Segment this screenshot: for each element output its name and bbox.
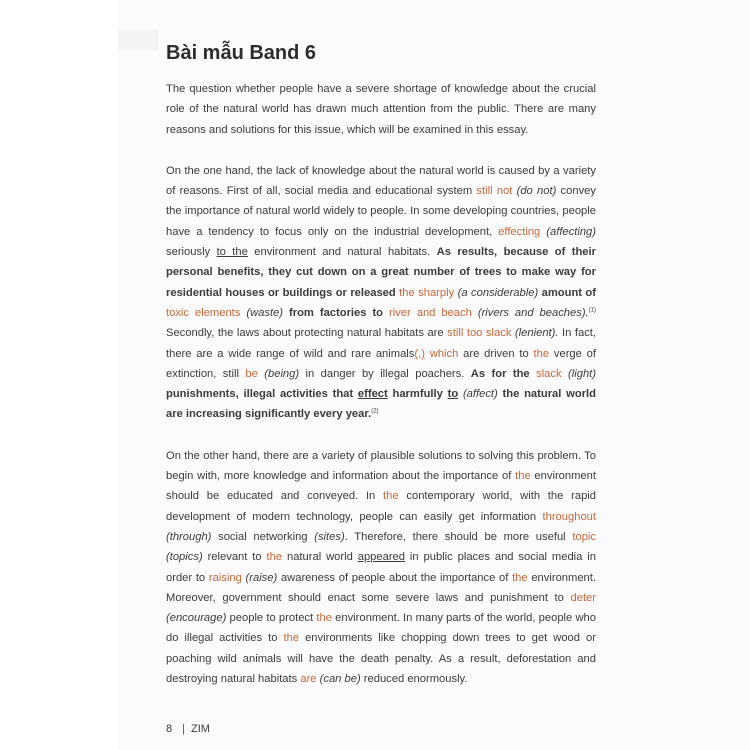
correction-note: (rivers and beaches). <box>477 306 589 319</box>
corrected-text: effecting <box>498 225 541 238</box>
correction-note: (topics) <box>166 551 203 564</box>
correction-note: (do not) <box>516 185 557 198</box>
essay-paragraph-solutions <box>166 446 596 690</box>
text-run: in public places and social media in order to <box>166 551 596 584</box>
corrected-text: are <box>300 673 317 686</box>
text-run: convey the importance of natural world widely to people. In some developing countries, people have a tendency to focus only on the industrial development, <box>166 185 596 238</box>
footer-separator: | <box>182 723 185 735</box>
corrected-text: river and beach <box>389 306 472 319</box>
text-run: appeared <box>357 551 405 564</box>
text-run: relevant to <box>202 551 267 564</box>
corrected-text: the <box>283 632 300 645</box>
text-run: seriously <box>166 246 217 259</box>
correction-note: (waste) <box>246 306 284 319</box>
corrected-text: (,) <box>414 347 425 360</box>
footnote-ref: (1) <box>588 307 597 314</box>
text-run: Secondly, the laws about protecting natural habitats are <box>166 327 448 340</box>
corrected-text: which <box>429 347 459 360</box>
text-run: are driven to <box>458 347 534 360</box>
brand-name: ZIM <box>190 723 210 735</box>
text-run: The question whether people have a severe shortage of knowledge about the crucial role of the natural world has drawn much attention from the public. There are many reasons and solutions for this issue, which will be examined in this essay. <box>166 83 596 136</box>
correction-note: (a considerable) <box>457 286 539 299</box>
corrected-text: throughout <box>542 510 596 523</box>
correction-note: (lenient). <box>514 327 559 340</box>
corrected-text: the <box>515 470 531 483</box>
text-run: As results, because of their personal benefits, they cut down on a great number of trees to make way for residential houses or buildings or released <box>166 246 596 299</box>
page-title: Bài mẫu Band 6 <box>166 42 317 64</box>
page-footer <box>166 723 210 735</box>
corrected-text: deter <box>570 591 596 604</box>
correction-note: (encourage) <box>166 612 227 625</box>
text-run: people to protect <box>226 612 317 625</box>
corrected-text: the <box>266 551 283 564</box>
text-run: natural world <box>282 551 358 564</box>
text-run: As for the <box>470 367 537 380</box>
correction-note: (affect) <box>462 388 498 401</box>
correction-note: (light) <box>568 367 597 380</box>
text-run: . Therefore, there should be more useful <box>344 530 573 543</box>
footnote-ref: (2) <box>371 408 379 415</box>
corrected-text: be <box>245 367 258 380</box>
text-run: amount of <box>538 286 596 299</box>
text-run: in danger by illegal poachers. <box>299 367 471 380</box>
corrected-text: raising <box>208 571 242 584</box>
corrected-text: the <box>533 347 550 360</box>
corrected-text: still not <box>476 185 513 198</box>
text-run: environment should be educated and conveyed. In <box>166 470 596 503</box>
correction-note: (through) <box>166 530 212 543</box>
essay-paragraph-causes <box>166 161 596 425</box>
text-run: to the <box>216 246 248 259</box>
text-run: verge of extinction, still <box>166 347 596 380</box>
text-run: environments like chopping down trees to get wood or poaching wild animals will have the death penalty. As a result, deforestation and destroying natural habitats <box>166 632 596 686</box>
corrected-text: slack <box>536 367 562 380</box>
correction-note: (being) <box>264 367 300 380</box>
page-number: 8 <box>166 723 173 735</box>
text-run: contemporary world, with the rapid development of modern technology, people can easily get information <box>166 490 597 523</box>
text-run: reduced enormously. <box>360 673 468 686</box>
text-run: punishments, illegal activities that <box>166 388 358 401</box>
text-run: social networking <box>211 530 315 543</box>
scan-smudge <box>118 30 158 50</box>
corrected-text: the <box>512 571 528 584</box>
text-run: In fact, there are a wide range of wild and rare animals <box>166 327 597 360</box>
text-run: harmfully <box>387 388 448 401</box>
text-run: On the one hand, the lack of knowledge about the natural world is caused by a variety of reasons. First of all, social media and educational system <box>166 164 596 198</box>
text-run: from factories to <box>283 306 389 319</box>
text-run: On the other hand, there are a variety of plausible solutions to solving this problem. To begin with, more knowledge and information about the importance of <box>166 449 596 483</box>
corrected-text: topic <box>572 530 597 543</box>
essay-body <box>166 79 596 710</box>
essay-paragraph-intro <box>166 79 596 140</box>
corrected-text: the <box>383 490 399 503</box>
corrected-text: toxic elements <box>166 306 241 319</box>
text-run: the natural world are increasing significantly every year. <box>166 388 596 421</box>
corrected-text: the sharply <box>399 286 455 299</box>
text-run: to <box>447 388 459 401</box>
corrected-text: still too slack <box>447 327 512 340</box>
text-run: effect <box>357 388 388 401</box>
text-run: environment. Moreover, government should enact some severe laws and punishment to <box>166 571 596 604</box>
correction-note: (raise) <box>245 571 278 584</box>
correction-note: (sites) <box>314 530 345 543</box>
text-run: environment and natural habitats. <box>247 246 437 259</box>
correction-note: (can be) <box>319 673 361 686</box>
text-run: awareness of people about the importance of <box>277 571 513 584</box>
correction-note: (affecting) <box>546 225 597 238</box>
text-run: environment. In many parts of the world, people who do illegal activities to <box>166 612 596 645</box>
corrected-text: the <box>316 612 332 625</box>
